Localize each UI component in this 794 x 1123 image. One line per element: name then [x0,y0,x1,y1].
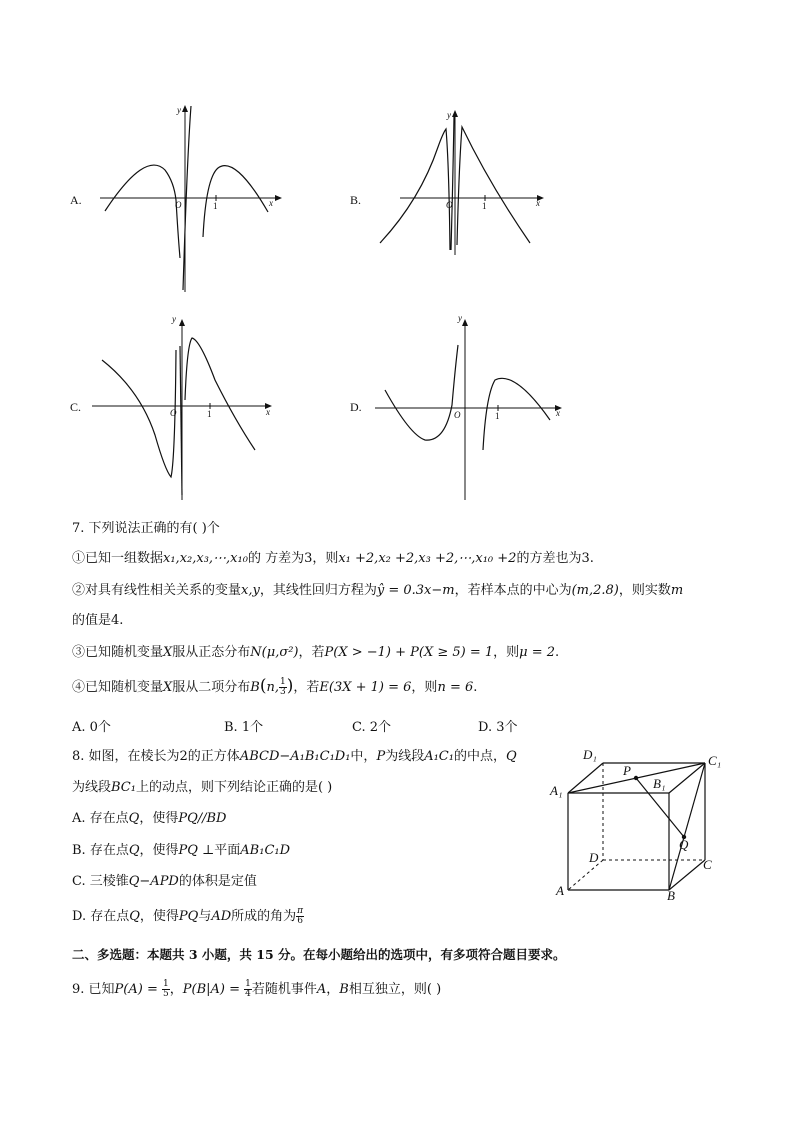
q7-s3d: N(μ,σ²) [250,645,299,660]
q7-s4k: . [473,680,478,695]
q8-oB4: PQ ⊥ [178,843,215,858]
cube-label-b1: B₁ [653,776,666,791]
q9-a: 9. 已知 [72,982,115,997]
graph-b-origin: O [446,200,453,210]
q9-g: 若随机事件 [251,982,317,997]
q8-line-1 [72,748,517,766]
q7-option-d: D. 3个 [478,720,518,735]
q8-oB6: AB₁C₁D [240,843,291,858]
graph-d-label: D. [350,400,362,414]
cube-label-d1: D₁ [583,747,597,762]
graph-d-origin: O [454,410,461,420]
q8-l1f: A₁C₁ [424,749,454,764]
q9-i: ， [326,982,340,997]
q8-option-c [72,873,257,891]
graph-a-tick: 1 [213,201,218,211]
q7-s2c: ，其线性回归方程为 [259,583,377,598]
q8-l2b: BC₁ [111,780,136,795]
q7-s4f-num: 1 [280,677,286,687]
graph-b [350,105,560,255]
q7-statement-3 [72,644,559,662]
q7-s3f: P(X > −1) + P(X ≥ 5) = 1 [324,645,494,660]
section-2-heading: 二、多选题：本题共 3 小题，共 15 分。在每小题给出的选项中，有多项符合题目要求。 [72,947,566,962]
q8-l1d: P [376,749,386,764]
graph-b-tick: 1 [482,201,487,211]
graph-d-y-label: y [458,313,462,323]
q8-oC2: Q−APD [128,874,179,889]
q8-oD3: ，使得 [139,909,179,924]
q7-s2i: 的值是4. [72,613,124,628]
q7-s1a: ①已知一组数据 [72,551,164,566]
graph-c [70,310,285,500]
graph-a-origin: O [175,200,182,210]
q8-oD1: D. 存在点 [72,909,130,924]
q8-l1g: 的中点， [453,749,506,764]
q7-s4d: B [250,680,260,695]
cube-label-p: P [623,763,631,778]
q8-l1h: Q [505,749,517,764]
q7-option-a: A. 0个 [72,720,111,735]
graph-b-y-label: y [447,110,451,120]
graph-c-tick: 1 [207,409,212,419]
q8-l1b: ABCD−A₁B₁C₁D₁ [239,749,351,764]
q9-f-den: 4 [245,989,251,999]
q8-oB1: B. 存在点 [72,843,129,858]
cube-label-c: C [703,857,712,872]
graph-a-label: A. [70,193,82,207]
q8-line-2 [72,779,332,797]
q8-l2c: 上的动点，则下列结论正确的是( ) [135,780,333,795]
q8-oD-num: π [297,906,304,916]
graph-d-x-label: x [556,408,560,418]
q7-s2b: x,y [241,583,260,598]
graph-c-x-label: x [266,407,270,417]
q8-oD6: AD [211,909,232,924]
q7-s4c: 服从二项分布 [172,680,251,695]
cube-diagram [545,745,735,910]
q7-s4b: X [163,680,173,695]
q7-s1e: 的方差也为3. [516,551,594,566]
graph-c-y-label: y [172,314,176,324]
q8-l2a: 为线段 [72,780,112,795]
q7-s3e: ，若 [298,645,325,660]
graph-c-origin: O [170,408,177,418]
q8-oD2: Q [129,909,140,924]
q8-oA1: A. 存在点 [72,811,129,826]
q9-f-num: 1 [245,979,251,989]
q9-b: P(A) = [114,982,158,997]
q8-oA2: Q [128,811,140,826]
q9-c-num: 1 [163,979,169,989]
q7-s4i: ，则 [411,680,438,695]
q8-oB3: ，使得 [139,843,179,858]
q7-statement-4: ④已知随机变量X服从二项分布B(n, $\frac{1}{3}$ )，若E(3X + 1) = 6，则n = 6. [72,676,478,697]
cube-label-c1: C₁ [708,753,722,768]
q7-s3a: ③已知随机变量 [72,645,164,660]
q7-s1c: 的 方差为3，则 [247,551,339,566]
graph-a [70,100,290,295]
q7-statement-1 [72,550,594,568]
q7-s4g: ，若 [293,680,320,695]
cube-label-a1: A₁ [550,783,563,798]
q8-l1e: 为线段 [385,749,425,764]
graph-a-x-label: x [269,198,273,208]
q7-s2h: m [670,583,684,598]
q7-s2e: ，若样本点的中心为 [454,583,572,598]
q7-s2g: ，则实数 [618,583,671,598]
q7-stem: 7. 下列说法正确的有( )个 [72,521,220,536]
q7-statement-2 [72,582,683,600]
q7-s2a: ②对具有线性相关关系的变量 [72,583,242,598]
q8-oD-den: 6 [297,916,303,926]
q8-l1c: 中， [350,749,377,764]
q8-l1a: 8. 如图，在棱长为2的正方体 [72,749,240,764]
q9-j: B [339,982,349,997]
cube-label-d: D [589,850,599,865]
graph-b-plot [350,105,560,255]
graph-a-y-label: y [177,105,181,115]
q7-s3c: 服从正态分布 [172,645,251,660]
q9-c-den: 5 [163,989,169,999]
q7-option-c: C. 2个 [352,720,392,735]
q9-k: 相互独立，则( ) [348,982,442,997]
q8-oD5: 与 [198,909,212,924]
q8-oD7: 所成的角为 [231,909,297,924]
q8-oD4: PQ [178,909,199,924]
q7-s4h: E(3X + 1) = 6 [319,680,412,695]
q7-s1b: x₁,x₂,x₃,⋯,x₁₀ [163,551,248,566]
q7-s2f: (m,2.8) [571,583,619,598]
cube-figure [545,745,735,910]
q8-option-d [72,907,304,926]
q8-oC1: C. 三棱锥 [72,874,129,889]
q7-s3b: X [163,645,173,660]
q7-s3h: μ = 2 [519,645,556,660]
graph-a-plot [70,100,290,295]
graph-c-label: C. [70,400,82,414]
graph-b-x-label: x [536,198,540,208]
q9-e: P(B|A) = [182,982,240,997]
q8-oB5: 平面 [214,843,241,858]
q7-s4j: n = 6 [437,680,474,695]
cube-label-q: Q [679,837,689,852]
q8-oA3: ，使得 [139,811,179,826]
q8-oA4: PQ//BD [178,811,227,826]
q9-h: A [316,982,327,997]
q7-s4a: ④已知随机变量 [72,680,164,695]
q8-oB2: Q [128,843,140,858]
cube-label-a: A [556,883,564,898]
q7-s1d: x₁ +2,x₂ +2,x₃ +2,⋯,x₁₀ +2 [338,551,517,566]
graph-d-plot [350,310,570,500]
q7-option-b: B. 1个 [224,720,264,735]
graph-c-plot [70,310,285,500]
q7-s4e: n, [266,680,280,695]
graph-b-label: B. [350,193,362,207]
q7-s3g: ，则 [493,645,520,660]
graph-d-tick: 1 [495,411,500,421]
q9-d: ， [169,982,183,997]
q8-oC3: 的体积是定值 [178,874,257,889]
q7-s3i: . [555,645,560,660]
q8-option-a [72,810,226,828]
graph-d [350,310,570,500]
q8-option-b [72,842,290,860]
q7-s4f-den: 3 [280,687,286,697]
q7-s2d: ŷ = 0.3x−m [376,583,455,598]
cube-label-b: B [667,888,675,903]
q9-stem [72,980,441,999]
